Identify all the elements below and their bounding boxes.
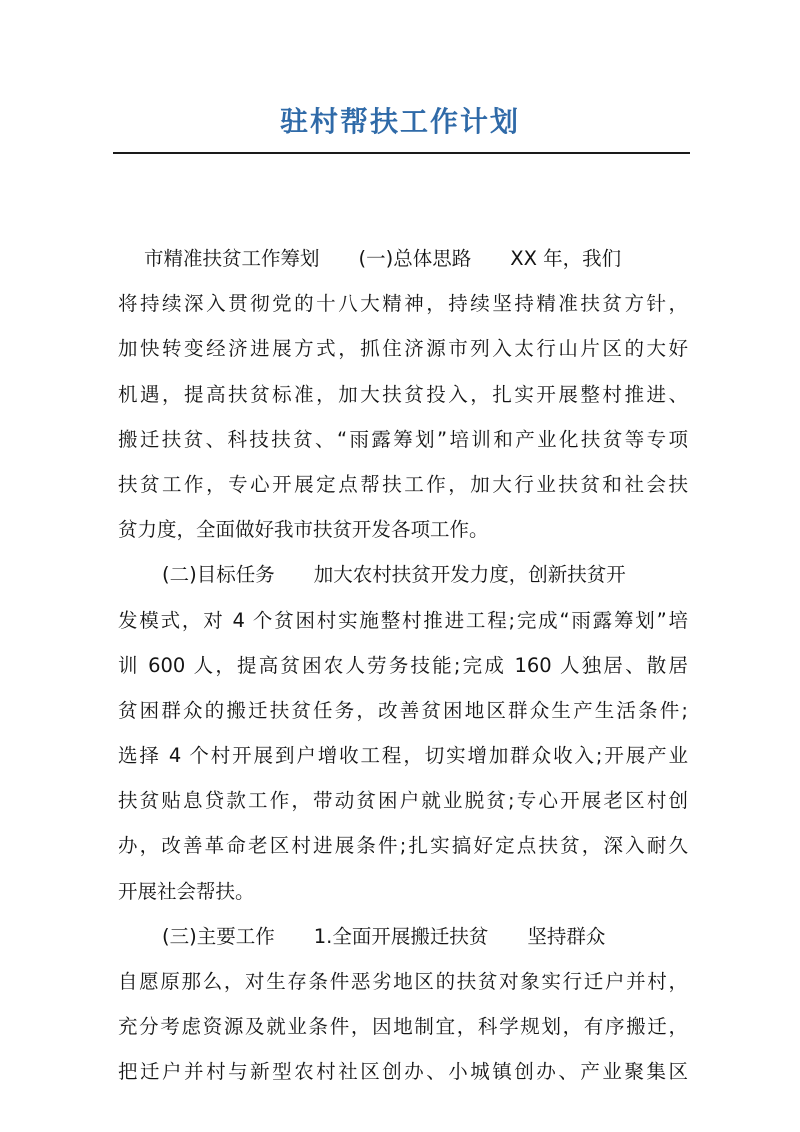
page-title: 驻村帮扶工作计划 (279, 105, 520, 138)
body-line: 贫力度，全面做好我市扶贫开发各项工作。 (118, 518, 489, 542)
body-line: 选择 4 个村开展到户增收工程，切实增加群众收入;开展产业 (118, 744, 688, 768)
body-line: 训 600 人，提高贫困农人劳务技能;完成 160 人独居、散居 (118, 653, 688, 677)
body-line: 把迁户并村与新型农村社区创办、小城镇创办、产业聚集区 (118, 1060, 688, 1084)
body-line: (二)目标任务 加大农村扶贫开发力度，创新扶贫开 (162, 563, 626, 587)
document-body (118, 236, 688, 1095)
body-line: 机遇，提高扶贫标准，加大扶贫投入，扎实开展整村推进、 (118, 382, 688, 406)
body-line: 扶贫贴息贷款工作，带动贫困户就业脱贫;专心开展老区村创 (118, 789, 688, 813)
body-line: 扶贫工作，专心开展定点帮扶工作，加大行业扶贫和社会扶 (118, 472, 688, 496)
body-line: 贫困群众的搬迁扶贫任务，改善贫困地区群众生产生活条件; (118, 698, 688, 722)
title-divider (113, 152, 690, 154)
body-line: 搬迁扶贫、科技扶贫、“雨露筹划”培训和产业化扶贫等专项 (118, 427, 688, 451)
body-line: 自愿原那么，对生存条件恶劣地区的扶贫对象实行迁户并村， (118, 970, 688, 993)
body-line: 市精准扶贫工作筹划 (一)总体思路 XX 年，我们 (144, 247, 622, 270)
body-line: 发模式，对 4 个贫困村实施整村推进工程;完成“雨露筹划”培 (118, 608, 688, 632)
body-line: 充分考虑资源及就业条件，因地制宜，科学规划，有序搬迁， (118, 1015, 688, 1039)
body-line: 将持续深入贯彻党的十八大精神，持续坚持精准扶贫方针， (118, 292, 688, 316)
body-line: 加快转变经济进展方式，抓住济源市列入太行山片区的大好 (118, 337, 688, 361)
body-line: (三)主要工作 1.全面开展搬迁扶贫 坚持群众 (162, 924, 606, 948)
body-line: 开展社会帮扶。 (118, 879, 255, 903)
body-line: 办，改善革命老区村进展条件;扎实搞好定点扶贫，深入耐久 (118, 834, 688, 858)
